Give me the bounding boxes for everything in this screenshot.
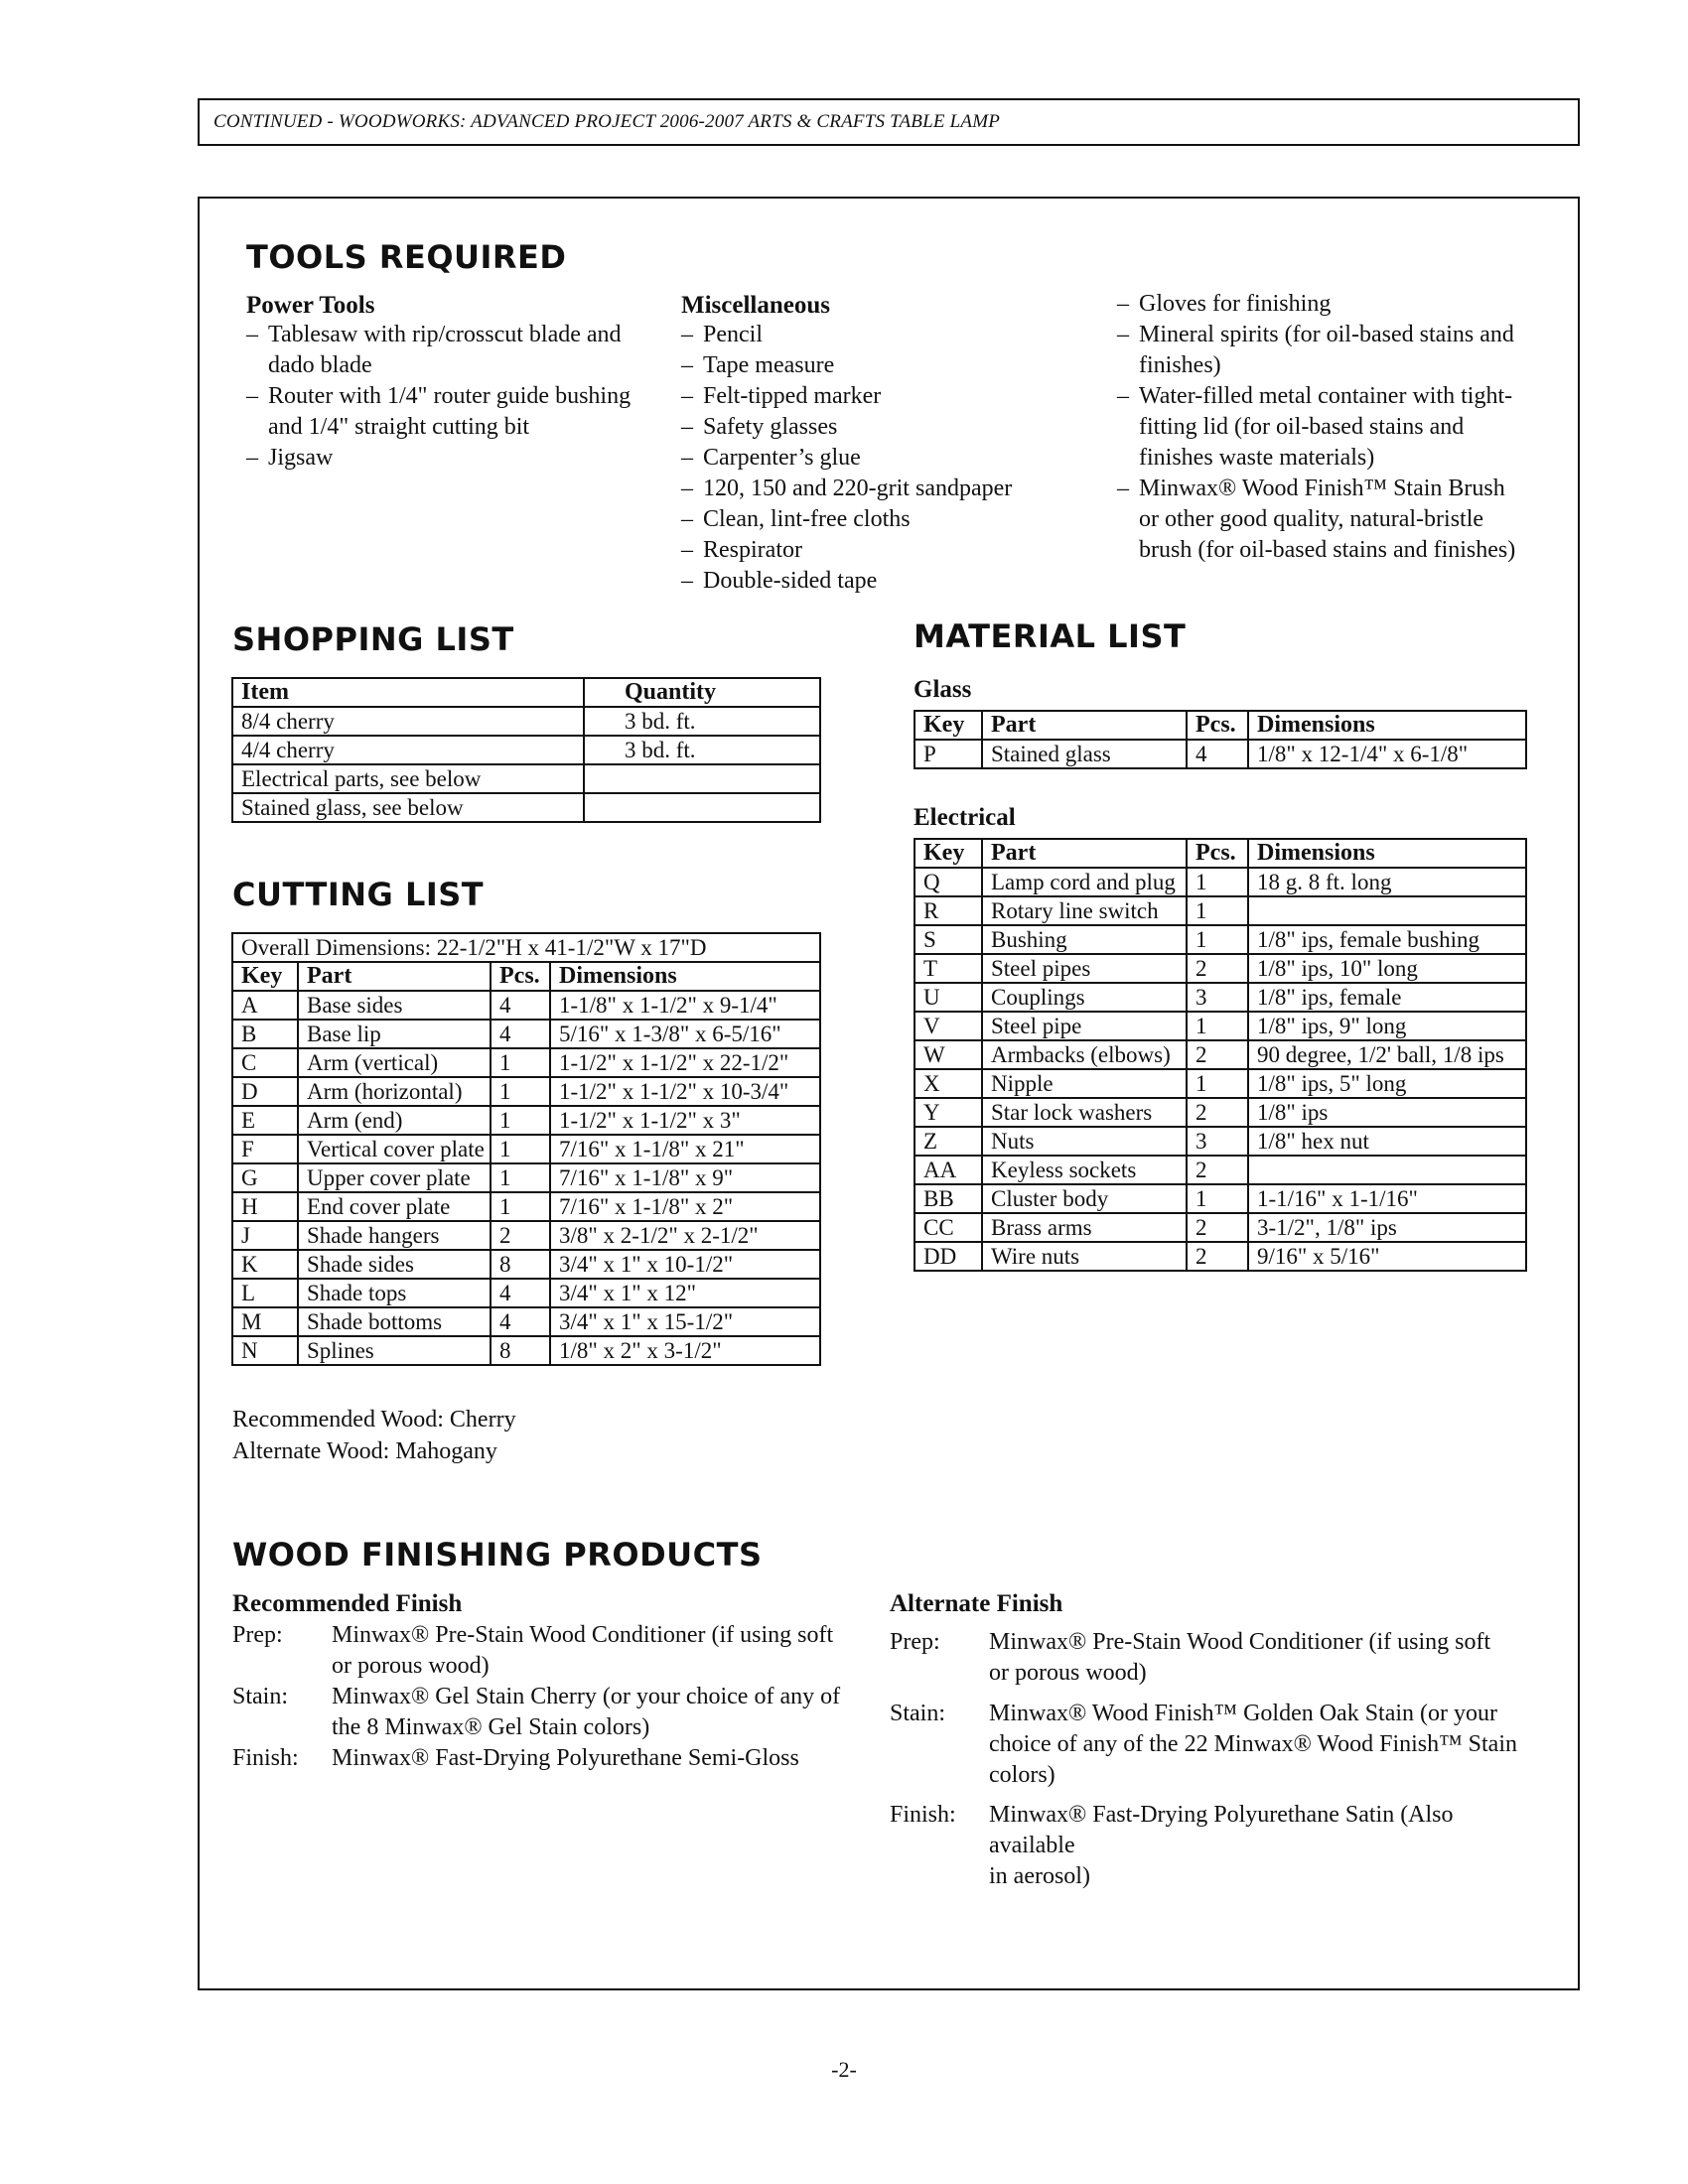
table-cell: 2 (1187, 1098, 1248, 1127)
table-row (232, 1192, 820, 1221)
list-item: – Carpenter’s glue (681, 445, 861, 471)
table-cell: E (232, 1106, 298, 1135)
table-cell: 3 bd. ft. (584, 707, 820, 736)
page-header-title: CONTINUED - WOODWORKS: ADVANCED PROJECT 2006-2007 ARTS & CRAFTS TABLE LAMP (213, 111, 1001, 132)
table-cell: 3/4" x 1" x 12" (550, 1279, 820, 1307)
recommended-finish (232, 1743, 868, 1774)
table-cell: 1-1/2" x 1-1/2" x 10-3/4" (550, 1077, 820, 1106)
table-cell: 7/16" x 1-1/8" x 2" (550, 1192, 820, 1221)
table-cell: 2 (1187, 1156, 1248, 1184)
power-tools-title: Power Tools (246, 292, 375, 319)
cutting-list-table (231, 932, 821, 1366)
table-cell: Vertical cover plate (298, 1135, 491, 1163)
alternate-finish-title: Alternate Finish (890, 1590, 1063, 1617)
table-cell: 8 (491, 1250, 550, 1279)
table-cell: 1/8" ips, female bushing (1248, 925, 1526, 954)
table-cell: 1 (491, 1077, 550, 1106)
table-cell: 3 (1187, 983, 1248, 1012)
table-row (914, 1242, 1526, 1271)
table-cell: 1/8" ips, 9" long (1248, 1012, 1526, 1040)
table-cell: 1-1/2" x 1-1/2" x 3" (550, 1106, 820, 1135)
shopping-list-title: SHOPPING LIST (232, 620, 514, 658)
alternate-prep (890, 1627, 1525, 1689)
table-cell: 1 (1187, 868, 1248, 896)
table-cell: 7/16" x 1-1/8" x 9" (550, 1163, 820, 1192)
prep-text: Minwax® Pre-Stain Wood Conditioner (if using soft or porous wood) (989, 1629, 1491, 1686)
table-cell: Wire nuts (982, 1242, 1187, 1271)
table-cell (584, 764, 820, 793)
glass-table (914, 710, 1527, 769)
table-header-row (232, 962, 820, 991)
table-cell: DD (914, 1242, 982, 1271)
table-cell: 3/8" x 2-1/2" x 2-1/2" (550, 1221, 820, 1250)
column-header: Part (982, 839, 1187, 868)
table-cell: 8 (491, 1336, 550, 1365)
table-cell: 1 (491, 1163, 550, 1192)
table-cell: R (914, 896, 982, 925)
overall-dimensions-row (232, 933, 820, 962)
finish-text: Minwax® Fast-Drying Polyurethane Satin (Also available in aerosol) (989, 1802, 1454, 1889)
table-cell: 1/8" ips (1248, 1098, 1526, 1127)
list-item: – Safety glasses (681, 414, 838, 440)
table-cell: A (232, 991, 298, 1020)
table-cell: Y (914, 1098, 982, 1127)
table-cell: Steel pipes (982, 954, 1187, 983)
table-cell: 3/4" x 1" x 10-1/2" (550, 1250, 820, 1279)
prep-label: Prep: (890, 1629, 940, 1655)
table-cell: Brass arms (982, 1213, 1187, 1242)
table-cell: 90 degree, 1/2' ball, 1/8 ips (1248, 1040, 1526, 1069)
list-item: – Clean, lint-free cloths (681, 506, 911, 532)
table-cell: S (914, 925, 982, 954)
table-row (914, 954, 1526, 983)
table-cell: 1 (1187, 1184, 1248, 1213)
table-cell: Arm (vertical) (298, 1048, 491, 1077)
table-cell: W (914, 1040, 982, 1069)
table-cell: Electrical parts, see below (232, 764, 584, 793)
table-cell: Nipple (982, 1069, 1187, 1098)
table-cell: 1-1/8" x 1-1/2" x 9-1/4" (550, 991, 820, 1020)
column-header: Key (914, 839, 982, 868)
table-cell: 5/16" x 1-3/8" x 6-5/16" (550, 1020, 820, 1048)
alternate-stain (890, 1699, 1525, 1791)
table-cell: C (232, 1048, 298, 1077)
table-cell: Base sides (298, 991, 491, 1020)
table-cell: 4 (1187, 740, 1248, 768)
table-row (232, 1020, 820, 1048)
column-header: Quantity (584, 678, 820, 707)
table-row (914, 1012, 1526, 1040)
stain-text: Minwax® Wood Finish™ Golden Oak Stain (or your choice of any of the 22 Minwax® Wood Finish™ Stain colors) (989, 1701, 1517, 1788)
table-cell: 1-1/16" x 1-1/16" (1248, 1184, 1526, 1213)
column-header: Pcs. (1187, 711, 1248, 740)
table-cell: Cluster body (982, 1184, 1187, 1213)
table-cell: Shade hangers (298, 1221, 491, 1250)
table-cell: Base lip (298, 1020, 491, 1048)
miscellaneous-list-continued (1117, 289, 1522, 566)
finish-label: Finish: (890, 1802, 956, 1828)
table-cell: 18 g. 8 ft. long (1248, 868, 1526, 896)
table-row (232, 793, 820, 822)
column-header: Dimensions (550, 962, 820, 991)
table-cell: Z (914, 1127, 982, 1156)
table-row (232, 1106, 820, 1135)
table-cell: 1/8" x 12-1/4" x 6-1/8" (1248, 740, 1526, 768)
table-cell: Q (914, 868, 982, 896)
table-cell: 3 (1187, 1127, 1248, 1156)
table-cell: Couplings (982, 983, 1187, 1012)
power-tools-list (246, 320, 663, 474)
overall-dimensions: Overall Dimensions: 22-1/2"H x 41-1/2"W x 17"D (232, 933, 820, 962)
table-row (232, 1163, 820, 1192)
table-cell: CC (914, 1213, 982, 1242)
list-item: – Double-sided tape (681, 568, 878, 594)
table-row (232, 1077, 820, 1106)
table-row (232, 1135, 820, 1163)
table-cell: N (232, 1336, 298, 1365)
list-item: – Mineral spirits (for oil-based stains and finishes) (1117, 322, 1514, 378)
table-cell: L (232, 1279, 298, 1307)
miscellaneous-title: Miscellaneous (681, 292, 830, 319)
list-item: – Minwax® Wood Finish™ Stain Brush or other good quality, natural-bristle brush (for oil-based stains and finishes) (1117, 476, 1516, 563)
table-cell: 1 (491, 1048, 550, 1077)
table-row (914, 1156, 1526, 1184)
stain-text: Minwax® Gel Stain Cherry (or your choice of any of the 8 Minwax® Gel Stain colors) (332, 1684, 841, 1740)
table-cell: Shade tops (298, 1279, 491, 1307)
table-cell: Arm (end) (298, 1106, 491, 1135)
column-header: Item (232, 678, 584, 707)
table-cell (1248, 896, 1526, 925)
table-cell: 4 (491, 991, 550, 1020)
table-row (914, 1098, 1526, 1127)
table-cell: Armbacks (elbows) (982, 1040, 1187, 1069)
table-cell: Upper cover plate (298, 1163, 491, 1192)
table-row (914, 1184, 1526, 1213)
table-cell: Rotary line switch (982, 896, 1187, 925)
table-cell: Shade sides (298, 1250, 491, 1279)
recommended-prep (232, 1620, 868, 1682)
table-row (232, 1221, 820, 1250)
table-cell: 3 bd. ft. (584, 736, 820, 764)
table-row (232, 1279, 820, 1307)
table-cell: Stained glass (982, 740, 1187, 768)
table-row (232, 707, 820, 736)
table-cell: V (914, 1012, 982, 1040)
table-row (232, 991, 820, 1020)
table-cell: B (232, 1020, 298, 1048)
table-cell: 2 (1187, 1040, 1248, 1069)
table-cell: 2 (491, 1221, 550, 1250)
table-cell: 1-1/2" x 1-1/2" x 22-1/2" (550, 1048, 820, 1077)
list-item: – Felt-tipped marker (681, 383, 882, 409)
table-cell: 1 (491, 1135, 550, 1163)
table-header-row (232, 678, 820, 707)
table-cell: 3-1/2", 1/8" ips (1248, 1213, 1526, 1242)
stain-label: Stain: (890, 1701, 946, 1726)
table-cell: 3/4" x 1" x 15-1/2" (550, 1307, 820, 1336)
table-cell: 4 (491, 1307, 550, 1336)
list-item: – Water-filled metal container with tight-fitting lid (for oil-based stains and finishes waste materials) (1117, 383, 1513, 471)
column-header: Pcs. (1187, 839, 1248, 868)
cutting-list-title: CUTTING LIST (232, 876, 485, 913)
column-header: Part (298, 962, 491, 991)
table-cell: M (232, 1307, 298, 1336)
table-cell: Lamp cord and plug (982, 868, 1187, 896)
table-cell: 1 (1187, 1069, 1248, 1098)
table-row (914, 1213, 1526, 1242)
finish-text: Minwax® Fast-Drying Polyurethane Semi-Gloss (332, 1745, 799, 1771)
table-row (232, 764, 820, 793)
electrical-table (914, 838, 1527, 1272)
table-cell: Bushing (982, 925, 1187, 954)
table-row (914, 868, 1526, 896)
table-cell (584, 793, 820, 822)
table-row (232, 1307, 820, 1336)
list-item: – Respirator (681, 537, 802, 563)
table-header-row (914, 711, 1526, 740)
glass-title: Glass (914, 676, 972, 703)
table-cell: H (232, 1192, 298, 1221)
list-item: – 120, 150 and 220-grit sandpaper (681, 476, 1013, 501)
electrical-title: Electrical (914, 804, 1016, 831)
table-cell: 1/8" ips, female (1248, 983, 1526, 1012)
table-row (914, 1040, 1526, 1069)
column-header: Dimensions (1248, 711, 1526, 740)
table-cell: P (914, 740, 982, 768)
table-cell: X (914, 1069, 982, 1098)
recommended-finish-title: Recommended Finish (232, 1590, 463, 1617)
table-row (914, 740, 1526, 768)
column-header: Pcs. (491, 962, 550, 991)
table-cell: F (232, 1135, 298, 1163)
recommended-stain (232, 1682, 868, 1743)
column-header: Key (232, 962, 298, 991)
list-item: – Pencil (681, 322, 763, 347)
table-row (914, 1127, 1526, 1156)
column-header: Dimensions (1248, 839, 1526, 868)
wood-finishing-title: WOOD FINISHING PRODUCTS (232, 1536, 763, 1573)
table-row (914, 1069, 1526, 1098)
list-item: – Tape measure (681, 352, 835, 378)
table-cell: 1/8" ips, 10" long (1248, 954, 1526, 983)
column-header: Part (982, 711, 1187, 740)
table-row (232, 1336, 820, 1365)
material-list-title: MATERIAL LIST (914, 617, 1187, 655)
table-cell: D (232, 1077, 298, 1106)
table-cell: 2 (1187, 1213, 1248, 1242)
table-cell: 1 (1187, 1012, 1248, 1040)
table-cell: Shade bottoms (298, 1307, 491, 1336)
table-cell: U (914, 983, 982, 1012)
table-cell: 1 (1187, 896, 1248, 925)
table-cell: 9/16" x 5/16" (1248, 1242, 1526, 1271)
finish-label: Finish: (232, 1745, 299, 1771)
table-cell: T (914, 954, 982, 983)
table-cell: 1 (1187, 925, 1248, 954)
table-cell: 8/4 cherry (232, 707, 584, 736)
table-cell: Arm (horizontal) (298, 1077, 491, 1106)
table-cell: 4 (491, 1020, 550, 1048)
table-cell: 2 (1187, 1242, 1248, 1271)
table-cell: Splines (298, 1336, 491, 1365)
table-row (232, 1250, 820, 1279)
table-cell: Keyless sockets (982, 1156, 1187, 1184)
table-cell: 4 (491, 1279, 550, 1307)
table-cell: Stained glass, see below (232, 793, 584, 822)
table-cell: Nuts (982, 1127, 1187, 1156)
table-cell: G (232, 1163, 298, 1192)
table-cell (1248, 1156, 1526, 1184)
table-cell: 1 (491, 1192, 550, 1221)
table-cell: 4/4 cherry (232, 736, 584, 764)
table-header-row (914, 839, 1526, 868)
table-cell: BB (914, 1184, 982, 1213)
table-cell: 2 (1187, 954, 1248, 983)
table-row (914, 983, 1526, 1012)
list-item: – Tablesaw with rip/crosscut blade and dado blade (246, 322, 622, 378)
shopping-list-table (231, 677, 821, 823)
list-item: – Router with 1/4" router guide bushing and 1/4" straight cutting bit (246, 383, 632, 440)
table-cell: K (232, 1250, 298, 1279)
page-number: -2- (831, 2057, 857, 2082)
table-cell: 1/8" x 2" x 3-1/2" (550, 1336, 820, 1365)
table-row (914, 925, 1526, 954)
table-cell: AA (914, 1156, 982, 1184)
table-cell: Star lock washers (982, 1098, 1187, 1127)
miscellaneous-list (681, 320, 1098, 597)
table-cell: 1/8" hex nut (1248, 1127, 1526, 1156)
table-cell: J (232, 1221, 298, 1250)
table-row (232, 736, 820, 764)
recommended-wood: Recommended Wood: Cherry (232, 1407, 516, 1433)
table-cell: End cover plate (298, 1192, 491, 1221)
prep-label: Prep: (232, 1622, 283, 1648)
tools-required-title: TOOLS REQUIRED (246, 238, 567, 276)
alternate-finish (890, 1800, 1525, 1889)
table-cell: Steel pipe (982, 1012, 1187, 1040)
column-header: Key (914, 711, 982, 740)
list-item: – Gloves for finishing (1117, 291, 1332, 317)
header-box (198, 98, 1580, 146)
table-cell: 1/8" ips, 5" long (1248, 1069, 1526, 1098)
alternate-wood: Alternate Wood: Mahogany (232, 1438, 497, 1464)
table-cell: 1 (491, 1106, 550, 1135)
list-item: – Jigsaw (246, 445, 334, 471)
stain-label: Stain: (232, 1684, 289, 1709)
table-row (232, 1048, 820, 1077)
table-cell: 7/16" x 1-1/8" x 21" (550, 1135, 820, 1163)
table-row (914, 896, 1526, 925)
prep-text: Minwax® Pre-Stain Wood Conditioner (if using soft or porous wood) (332, 1622, 834, 1679)
